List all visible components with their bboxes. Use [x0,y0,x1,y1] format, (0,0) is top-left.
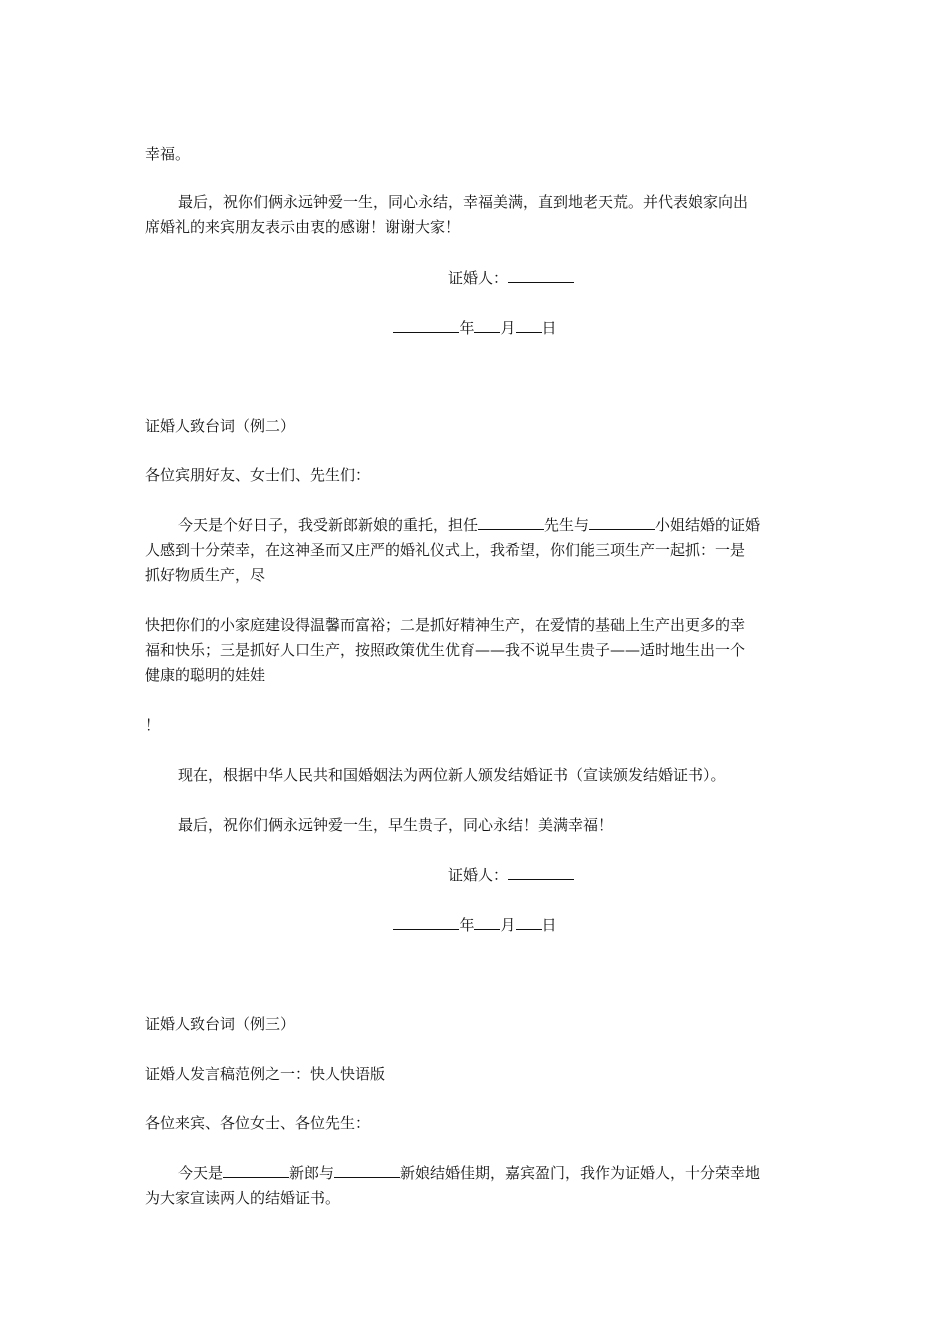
paragraph-text: 席婚礼的来宾朋友表示由衷的感谢！谢谢大家！ [145,218,461,236]
paragraph-text: 福和快乐；三是抓好人口生产，按照政策优生优育——我不说早生贵子——适时地生出一个 [145,641,746,659]
day-blank [516,913,542,930]
date-line [0,913,950,937]
signature-line [0,863,950,887]
day-blank [516,316,542,333]
signature-blank [508,863,574,880]
date-line [0,316,950,340]
paragraph-text: 最后，祝你们俩永远钟爱一生，同心永结，幸福美满，直到地老天荒。并代表娘家向出 [178,193,749,211]
text-segment: 新娘结婚佳期，嘉宾盈门，我作为证婚人，十分荣幸地 [400,1164,761,1182]
day-label: 日 [541,916,557,934]
day-label: 日 [541,319,557,337]
section-heading: 证婚人致台词（例三） [145,1015,296,1033]
paragraph-text: 为大家宣读两人的结婚证书。 [145,1189,341,1207]
text-segment: 新郎与 [289,1164,335,1182]
signature-blank [508,266,574,283]
paragraph-text: 人感到十分荣幸，在这神圣而又庄严的婚礼仪式上，我希望，你们能三项生产一起抓：一是 [145,541,746,559]
text-segment: 今天是个好日子，我受新郎新娘的重托，担任 [178,516,479,534]
groom-name-blank [478,513,544,530]
paragraph-text: 现在，根据中华人民共和国婚姻法为两位新人颁发结婚证书（宣读颁发结婚证书）。 [178,766,726,784]
year-blank [393,316,459,333]
paragraph-text: 快把你们的小家庭建设得温馨而富裕；二是抓好精神生产，在爱情的基础上生产出更多的幸 [145,616,746,634]
paragraph-text: ！ [145,716,161,734]
greeting-text: 各位宾朋好友、女士们、先生们： [145,466,371,484]
signature-label: 证婚人： [447,866,508,884]
signature-line [0,266,950,290]
section-heading: 证婚人致台词（例二） [145,417,296,435]
year-label: 年 [459,319,475,337]
text-segment: 小姐结婚的证婚 [655,516,761,534]
groom-name-blank [223,1161,289,1178]
paragraph-text: 健康的聪明的娃娃 [145,666,266,684]
year-label: 年 [459,916,475,934]
month-blank [474,316,500,333]
paragraph-text [145,1161,810,1185]
text-segment: 今天是 [178,1164,224,1182]
signature-label: 证婚人： [447,269,508,287]
greeting-text: 各位来宾、各位女士、各位先生： [145,1114,371,1132]
month-label: 月 [500,319,516,337]
year-blank [393,913,459,930]
paragraph-text: 最后，祝你们俩永远钟爱一生，早生贵子，同心永结！美满幸福！ [178,816,614,834]
text-segment: 先生与 [544,516,590,534]
month-label: 月 [500,916,516,934]
bride-name-blank [334,1161,400,1178]
paragraph-text [145,513,810,537]
month-blank [474,913,500,930]
bride-name-blank [589,513,655,530]
paragraph-text: 抓好物质生产，尽 [145,566,266,584]
subheading-text: 证婚人发言稿范例之一：快人快语版 [145,1065,386,1083]
paragraph-text: 幸福。 [145,145,191,163]
